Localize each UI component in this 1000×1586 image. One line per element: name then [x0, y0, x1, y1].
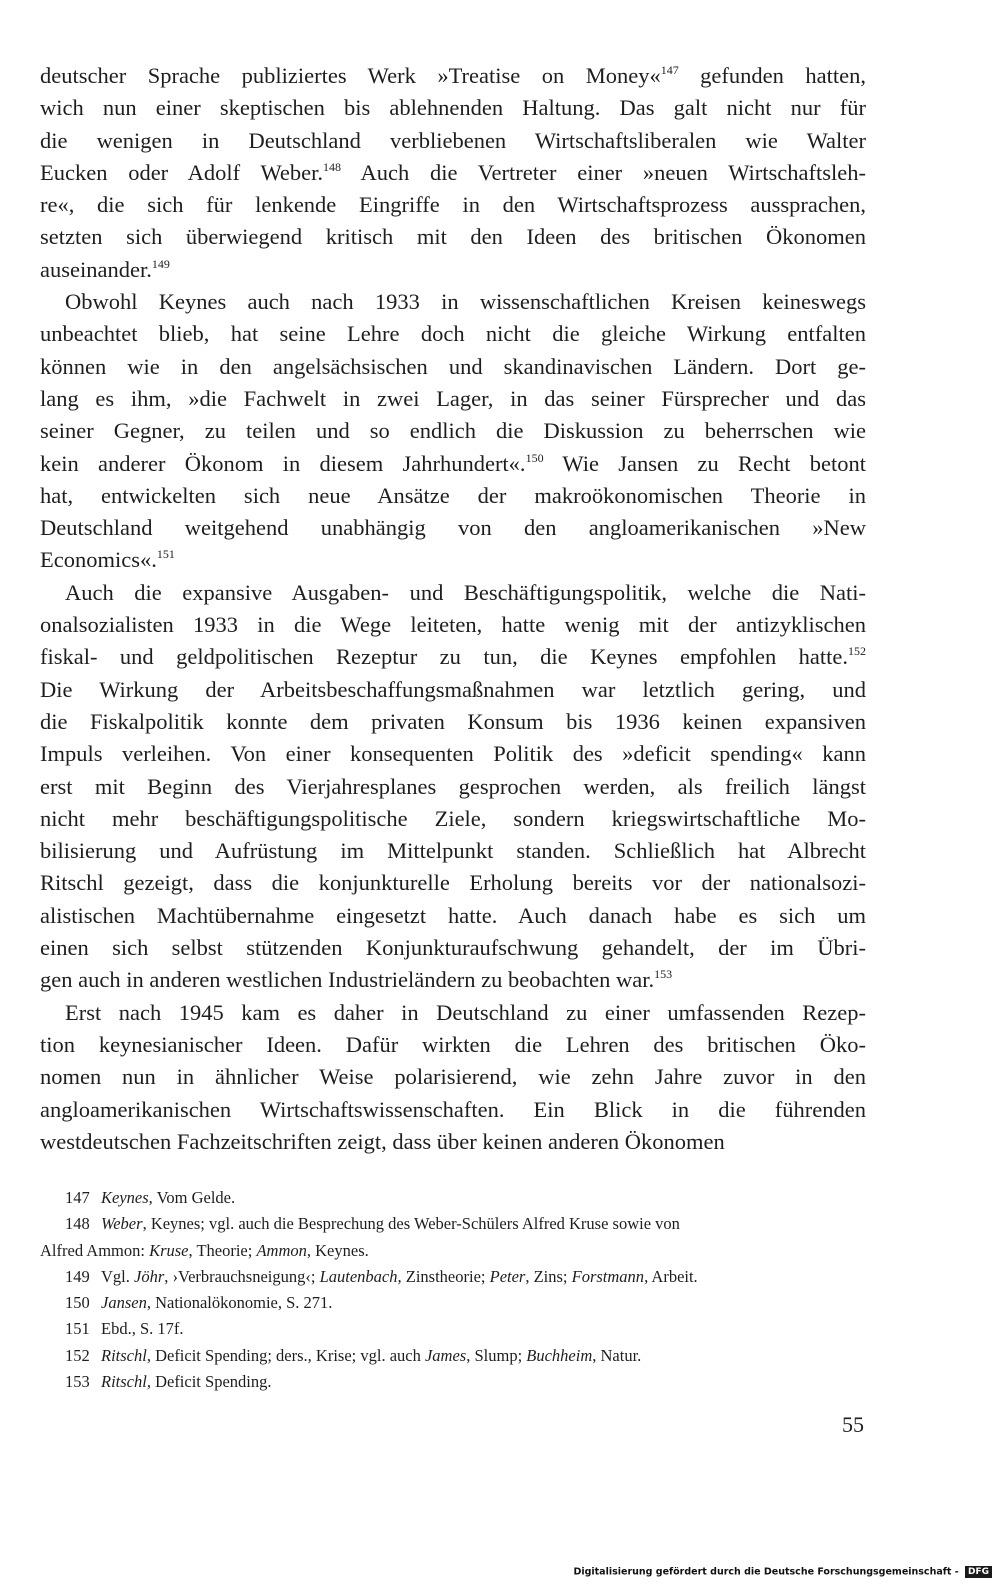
author-name: Ritschl — [101, 1372, 147, 1392]
author-name: Weber — [101, 1214, 143, 1234]
text-line: kein anderer Ökonom in diesem Jahrhundert«.$^{150}$ Wie Jansen zu Recht betont — [40, 450, 866, 476]
paragraph — [40, 286, 866, 577]
footnote-number: 151 — [65, 1319, 90, 1339]
author-name: James — [424, 1345, 467, 1365]
author-name: Ammon — [256, 1240, 307, 1260]
footnote-153: 153 Ritschl, Deficit Spending. — [40, 1369, 866, 1395]
text-line: tion keynesianischer Ideen. Dafür wirkten die Lehren des britischen Öko- — [40, 1031, 866, 1057]
text-line: wich nun einer skeptischen bis ablehnenden Haltung. Das galt nicht nur für — [40, 95, 866, 121]
text-line: die Fiskalpolitik konnte dem privaten Konsum bis 1936 keinen expansiven — [40, 708, 866, 734]
footnote-number: 148 — [65, 1214, 90, 1234]
page-number: 55 — [842, 1412, 864, 1437]
text-line: Eucken oder Adolf Weber.$^{148}$ Auch die Vertreter einer »neuen Wirtschaftsleh- — [40, 159, 866, 185]
footnote-148: 148 Weber, Keynes; vgl. auch die Besprechung des Weber-Schülers Alfred Kruse sowie von — [40, 1211, 866, 1237]
text-line: einen sich selbst stützenden Konjunkturaufschwung gehandelt, der im Übri- — [40, 935, 866, 961]
text-line: hat, entwickelten sich neue Ansätze der makroökonomischen Theorie in — [40, 482, 866, 508]
text-line: onalsozialisten 1933 in die Wege leiteten, hatte wenig mit der antizyklischen — [40, 612, 866, 638]
footnote-ref-148: 148 — [323, 159, 342, 174]
text-line: auseinander.$^{149}$ — [40, 256, 170, 282]
text-line: können wie in den angelsächsischen und skandinavischen Ländern. Dort ge- — [40, 353, 866, 379]
text-line: nomen nun in ähnlicher Weise polarisierend, wie zehn Jahre zuvor in den — [40, 1064, 866, 1090]
footnote-149: 149 Vgl. Jöhr, ›Verbrauchsneigung‹; Lautenbach, Zinstheorie; Peter, Zins; Forstmann, Arbeit. — [40, 1264, 866, 1290]
footnote-ref-149: 149 — [151, 256, 170, 271]
text-line: deutscher Sprache publiziertes Werk »Treatise on Money«$^{147}$ gefunden hatten, — [40, 63, 866, 88]
footnote-ref-150: 150 — [525, 450, 544, 465]
author-name: Jöhr — [134, 1266, 165, 1286]
footnote-152: 152 Ritschl, Deficit Spending; ders., Krise; vgl. auch James, Slump; Buchheim, Natur. — [40, 1343, 866, 1369]
text-line: nicht mehr beschäftigungspolitische Ziele, sondern kriegswirtschaftliche Mo- — [40, 805, 866, 831]
author-name: Lautenbach — [319, 1266, 398, 1286]
footnote-number: 153 — [65, 1372, 90, 1392]
digitization-footer — [573, 1566, 992, 1582]
paragraph — [40, 997, 866, 1158]
dfg-logo: DFG — [965, 1566, 992, 1578]
footnote-150: 150 Jansen, Nationalökonomie, S. 271. — [40, 1290, 866, 1316]
text-line: angloamerikanischen Wirtschaftswissenschaften. Ein Blick in die führenden — [40, 1096, 866, 1122]
text-line: Obwohl Keynes auch nach 1933 in wissenschaftlichen Kreisen keineswegs — [65, 289, 866, 315]
footnote-148: Alfred Ammon: Kruse, Theorie; Ammon, Keynes. — [40, 1240, 369, 1260]
text-line: westdeutschen Fachzeitschriften zeigt, dass über keinen anderen Ökonomen — [40, 1128, 725, 1154]
text-line: re«, die sich für lenkende Eingriffe in den Wirtschaftsprozess aussprachen, — [40, 192, 866, 218]
footnote-number: 149 — [65, 1266, 90, 1286]
author-name: Keynes — [101, 1188, 149, 1207]
text-line: Economics«.$^{151}$ — [40, 547, 175, 573]
text-line: Ritschl gezeigt, dass die konjunkturelle Erholung bereits vor der nationalsozi- — [40, 870, 866, 896]
author-name: Kruse — [149, 1240, 189, 1260]
text-line: die wenigen in Deutschland verbliebenen Wirtschaftsliberalen wie Walter — [40, 127, 866, 153]
footnote-147: 147 Keynes, Vom Gelde. — [40, 1185, 866, 1211]
paragraph — [40, 577, 866, 997]
text-line: seiner Gegner, zu teilen und so endlich die Diskussion zu beherrschen wie — [40, 418, 866, 444]
footnote-ref-153: 153 — [654, 967, 673, 982]
text-line: Deutschland weitgehend unabhängig von den angloamerikanischen »New — [40, 515, 866, 541]
author-name: Forstmann — [571, 1266, 645, 1286]
text-line: lang es ihm, »die Fachwelt in zwei Lager, in das seiner Fürsprecher und das — [40, 385, 866, 411]
footnote-number: 150 — [65, 1293, 90, 1313]
text-line: gen auch in anderen westlichen Industrieländern zu beobachten war.$^{153}$ — [40, 967, 673, 993]
footnote-ref-147: 147 — [660, 63, 679, 77]
main-text — [40, 60, 866, 1158]
author-name: Peter — [489, 1266, 526, 1286]
text-line: alistischen Machtübernahme eingesetzt hatte. Auch danach habe es sich um — [40, 902, 866, 928]
text-line: unbeachtet blieb, hat seine Lehre doch nicht die gleiche Wirkung entfalten — [40, 321, 866, 347]
author-name: Ritschl — [101, 1345, 147, 1365]
text-line: setzten sich überwiegend kritisch mit den Ideen des britischen Ökonomen — [40, 224, 866, 250]
text-line: erst mit Beginn des Vierjahresplanes gesprochen werden, als freilich längst — [40, 773, 866, 799]
text-line: Impuls verleihen. Von einer konsequenten Politik des »deficit spending« kann — [40, 741, 866, 767]
footnote-number: 147 — [65, 1188, 90, 1207]
digitization-note: Digitalisierung gefördert durch die Deutsche Forschungsgemeinschaft - — [573, 1566, 959, 1578]
author-name: Buchheim — [526, 1345, 593, 1365]
footnote-151: 151 Ebd., S. 17f. — [40, 1316, 866, 1342]
text-line: Auch die expansive Ausgaben- und Beschäftigungspolitik, welche die Nati- — [65, 579, 866, 605]
author-name: Jansen — [101, 1293, 147, 1313]
paragraph — [40, 60, 866, 286]
footnote-number: 152 — [65, 1345, 90, 1365]
text-line: bilisierung und Aufrüstung im Mittelpunkt standen. Schließlich hat Albrecht — [40, 838, 866, 864]
footnotes — [40, 1185, 866, 1395]
footnote-ref-151: 151 — [156, 547, 175, 562]
text-line: fiskal- und geldpolitischen Rezeptur zu tun, die Keynes empfohlen hatte.$^{152}$ — [40, 644, 866, 670]
text-line: Erst nach 1945 kam es daher in Deutschland zu einer umfassenden Rezep- — [65, 999, 866, 1025]
text-line: Die Wirkung der Arbeitsbeschaffungsmaßnahmen war letztlich gering, und — [40, 676, 866, 702]
footnote-ref-152: 152 — [848, 644, 866, 659]
